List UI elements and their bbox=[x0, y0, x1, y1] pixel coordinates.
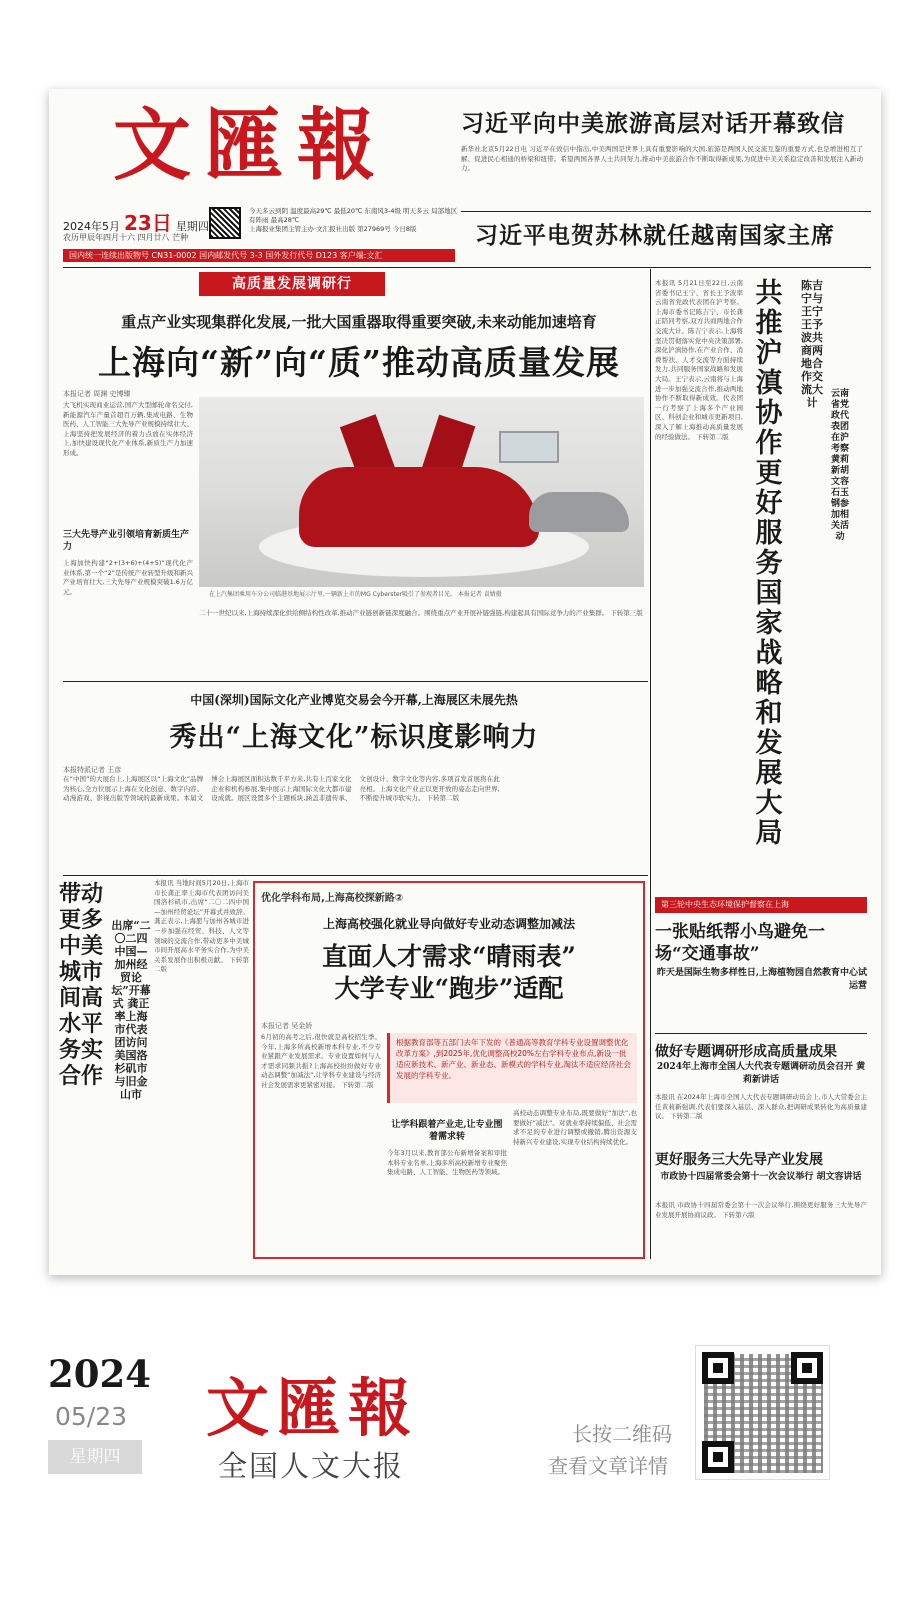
expo-body: 在“中国”的大展台上,上海展区以“上海文化”品牌为核心,全方位展示上海在文化创意、数字内容、动漫游戏、影视出版等领域的最新成果。本届文博会上海展区面积达数千平方米,共有上百家文化企业和机构参展,集中展示上海国际文化大都市建设成就。展区设置多个主题板块,涵盖非遗传承、文创设计、数字文化等内容,多项首发首展将在此亮相。上海文化产业正以更开放的姿态走向世界,不断提升城市软实力。 下转第二版 bbox=[63, 775, 500, 803]
footer-weekday-badge: 星期四 bbox=[48, 1440, 142, 1474]
divider bbox=[63, 681, 648, 682]
small-qr-code bbox=[209, 207, 241, 239]
education-subtitle: 上海高校强化就业导向做好专业动态调整加减法 bbox=[322, 917, 575, 931]
footer-slogan: 全国人文大报 bbox=[218, 1449, 405, 1483]
tourism-body: 新华社北京5月22日电 习近平在致信中指出,中美两国是世界上具有重要影响的大国,旅游是两国人民交流互鉴的重要方式,也是增进相互了解、促进民心相通的桥梁和纽带。希望两国各界人士共同努力,推动中美旅游合作不断取得新成果,为促进中美关系稳定改善和发展注入新动力。 bbox=[461, 145, 863, 173]
car-exhibit-photo[interactable] bbox=[199, 397, 644, 587]
education-series-tag: 优化学科布局,上海高校探新路② bbox=[261, 893, 404, 904]
license-bar: 国内统一连续出版物号 CN31-0002 国内邮发代号 3-3 国外发行代号 D123 客户端:文汇 bbox=[63, 249, 455, 262]
column-divider bbox=[650, 269, 651, 1259]
headline-vietnam[interactable]: 习近平电贺苏林就任越南国家主席 bbox=[475, 222, 835, 249]
headline-tourism[interactable]: 习近平向中美旅游高层对话开幕致信 bbox=[461, 110, 845, 137]
shanghai-yunnan-subtitle: 陈吉宁与王宁王予波共商两地合作交流大计 bbox=[801, 279, 823, 409]
education-body-3: 高校动态调整专业布局,既要做好“加法”,也要做好“减法”。对就业率持续偏低、社会需求不足的专业进行调整或撤销,腾出资源支持新兴专业建设,实现专业结构持续优化。 bbox=[513, 1109, 637, 1146]
quality-section-band: 高质量发展调研行 bbox=[199, 272, 385, 296]
expo-headline[interactable]: 秀出“上海文化”标识度影响力 bbox=[169, 722, 539, 753]
bird-sticker-subtitle: 昨天是国际生物多样性日,上海植物园自然教育中心试运营 bbox=[656, 968, 867, 991]
qr-code[interactable] bbox=[695, 1345, 830, 1480]
footer-month-day: 05/23 bbox=[55, 1402, 128, 1431]
issue-day: 23日 bbox=[124, 211, 172, 235]
research-headline[interactable]: 做好专题调研形成高质量成果 bbox=[655, 1044, 837, 1060]
shanghai-yunnan-body: 本报讯 5月21日至22日,云南省委书记王宁、省长王予波率云南省党政代表团在沪考察。上海市委书记陈吉宁、市长龚正陪同考察,双方共商两地合作交流大计。陈吉宁表示,上海将坚决贯彻落实党中央决策部署,深化沪滇协作,在产业合作、消费帮扶、人才交流等方面持续发力,共同服务国家战略和发展大局。王宁表示,云南将与上海进一步加强交流合作,推动两地协作不断取得新成效。代表团一行考察了上海多个产业园区、科创企业和城市更新项目,深入了解上海推动高质量发展的经验做法。 下转第二版 bbox=[655, 279, 743, 441]
education-reporter: 本报记者 吴金娇 bbox=[261, 1022, 313, 1030]
masthead-logo: 文匯報 bbox=[113, 100, 390, 191]
education-headline-1[interactable]: 直面人才需求“晴雨表” bbox=[322, 942, 576, 971]
weather-info bbox=[249, 207, 459, 234]
quality-body-2: 上海加快构建“2+(3+6)+(4+5)”现代化产业体系,第一个“2”是传统产业转型升级和新兴产业培育壮大,三大先导产业规模突破1.6万亿元。 bbox=[63, 559, 193, 596]
divider bbox=[655, 1033, 867, 1034]
industry-service-subtitle: 市政协十四届常委会第十一次会议举行 胡文容讲话 bbox=[660, 1172, 862, 1182]
quality-subheading: 三大先导产业引领培育新质生产力 bbox=[63, 530, 190, 552]
qr-hint-line-1: 长按二维码 bbox=[572, 1422, 672, 1446]
us-cities-body: 本报讯 当地时间5月20日,上海市市长龚正率上海市代表团访问美国洛杉矶市,出席“二〇二四中国—加州经贸论坛”开幕式并致辞。龚正表示,上海愿与加州各城市进一步加强在经贸、科技、人文等领域的交流合作,带动更多中美城市间开展高水平务实合作,为中美关系发展作出积极贡献。 下转第二版 bbox=[154, 879, 249, 974]
expo-reporter: 本报特派记者 王彦 bbox=[63, 766, 122, 774]
education-midheading: 让学科跟着产业走,让专业围着需求转 bbox=[391, 1120, 503, 1142]
quality-subtitle: 重点产业实现集群化发展,一批大国重器取得重要突破,未来动能加速培育 bbox=[121, 313, 597, 331]
footer-year: 2024 bbox=[48, 1352, 151, 1396]
industry-service-body: 本报讯 市政协十四届常委会第十一次会议举行,围绕更好服务三大先导产业发展开展协商议政。 下转第六版 bbox=[655, 1201, 867, 1219]
education-body: 6月初的高考之后,很快就是高校招生季。今年,上海多所高校新增本科专业,不少专业紧跟产业发展需求。专业设置如何与人才需求同频共振?上海高校纷纷做好专业动态调整“加减法”,让学科专业建设与经济社会发展需求更紧密对接。 下转第二版 bbox=[261, 1033, 381, 1089]
shanghai-yunnan-subtitle-2: 云南省党政代表团在沪考察 黄莉新胡文容石玉钢参加相关活动 bbox=[830, 389, 849, 542]
industry-service-headline[interactable]: 更好服务三大先导产业发展 bbox=[655, 1152, 823, 1168]
education-headline-2[interactable]: 大学专业“跑步”适配 bbox=[334, 974, 564, 1003]
quality-body-3: 二十一世纪以来,上海持续深化供给侧结构性改革,推动产业链创新链深度融合。围绕重点产业开展补链强链,构建起具有国际竞争力的产业集群。 下转第三版 bbox=[199, 609, 643, 617]
bird-sticker-headline[interactable]: 一张贴纸帮小鸟避免一场“交通事故” bbox=[655, 922, 825, 964]
newspaper-page[interactable] bbox=[49, 89, 881, 1275]
quality-body: 大飞机实现商业运营,国产大型邮轮命名交付,新能源汽车产量首超百万辆,集成电路、生物医药、人工智能三大先导产业规模持续壮大。上海坚持把发展经济的着力点放在实体经济上,加快建设现代化产业体系,新质生产力加速形成。 bbox=[63, 401, 193, 457]
shanghai-yunnan-headline[interactable]: 共推沪滇协作更好服务国家战略和发展大局 bbox=[755, 278, 783, 849]
publisher-text: 上海报业集团主管主办·文汇报社出版 第27969号 今日8版 bbox=[249, 225, 417, 233]
qr-hint-line-2: 查看文章详情 bbox=[548, 1454, 668, 1478]
us-cities-headline[interactable]: 带动更多中美城市间高水平务实合作 bbox=[59, 881, 104, 1089]
quality-reporter: 本报记者 周渊 史博臻 bbox=[63, 390, 131, 398]
research-subtitle: 2024年上海市全国人大代表专题调研动员会召开 黄莉新讲话 bbox=[656, 1062, 866, 1085]
divider bbox=[461, 211, 871, 212]
weather-text: 今天多云到阴 温度最高29℃ 最低20℃ 东南风3-4级 明天多云 局部地区有阵雨 最高28℃ bbox=[249, 207, 458, 224]
lunar-date: 农历甲辰年四月十六 四月廿八 芒种 bbox=[63, 233, 189, 242]
eco-inspection-tag: 第三轮中央生态环境保护督察在上海 bbox=[655, 897, 867, 913]
photo-grey-car bbox=[529, 492, 629, 532]
education-body-2: 今年3月以来,教育部公布新增备案和审批本科专业名单,上海多所高校新增专业聚焦集成电路、人工智能、生物医药等领域。 bbox=[387, 1149, 507, 1177]
photo-display-screen bbox=[499, 431, 559, 463]
divider bbox=[63, 267, 871, 268]
issue-weekday: 星期四 bbox=[175, 220, 209, 233]
photo-caption: 在上汽集团乘用车分公司临港基地展示厅里,一辆新上市的MG Cyberster吸引了参观者目光。 本报记者 袁婧摄 bbox=[209, 591, 502, 598]
research-body: 本报讯 在2024年上海市全国人大代表专题调研动员会上,市人大常委会主任黄莉新强调,代表们要深入基层、深入群众,把调研成果转化为高质量建议。 下转第二版 bbox=[655, 1093, 867, 1121]
photo-red-car bbox=[299, 467, 539, 547]
qr-finder bbox=[791, 1352, 823, 1384]
footer-logo: 文匯報 bbox=[206, 1371, 419, 1445]
expo-subtitle: 中国(深圳)国际文化产业博览交易会今开幕,上海展区未展先热 bbox=[190, 693, 518, 707]
qr-finder bbox=[702, 1441, 734, 1473]
quality-headline[interactable]: 上海向“新”向“质”推动高质量发展 bbox=[98, 343, 620, 382]
us-cities-subtitle: 出席“二〇二四中国—加州经贸论坛”开幕式 龚正率上海市代表团访问美国洛杉矶市与旧金山市 bbox=[111, 919, 151, 1101]
education-quote-box: 根据教育部等五部门去年下发的《普通高等教育学科专业设置调整优化改革方案》,到2025年,优化调整高校20%左右学科专业布点,新设一批适应新技术、新产业、新业态、新模式的学科专业,淘汰不适应经济社会发展的学科专业。 bbox=[387, 1033, 637, 1103]
qr-finder bbox=[702, 1352, 734, 1384]
issue-year-month: 2024年5月 bbox=[63, 220, 120, 233]
divider bbox=[63, 875, 648, 876]
